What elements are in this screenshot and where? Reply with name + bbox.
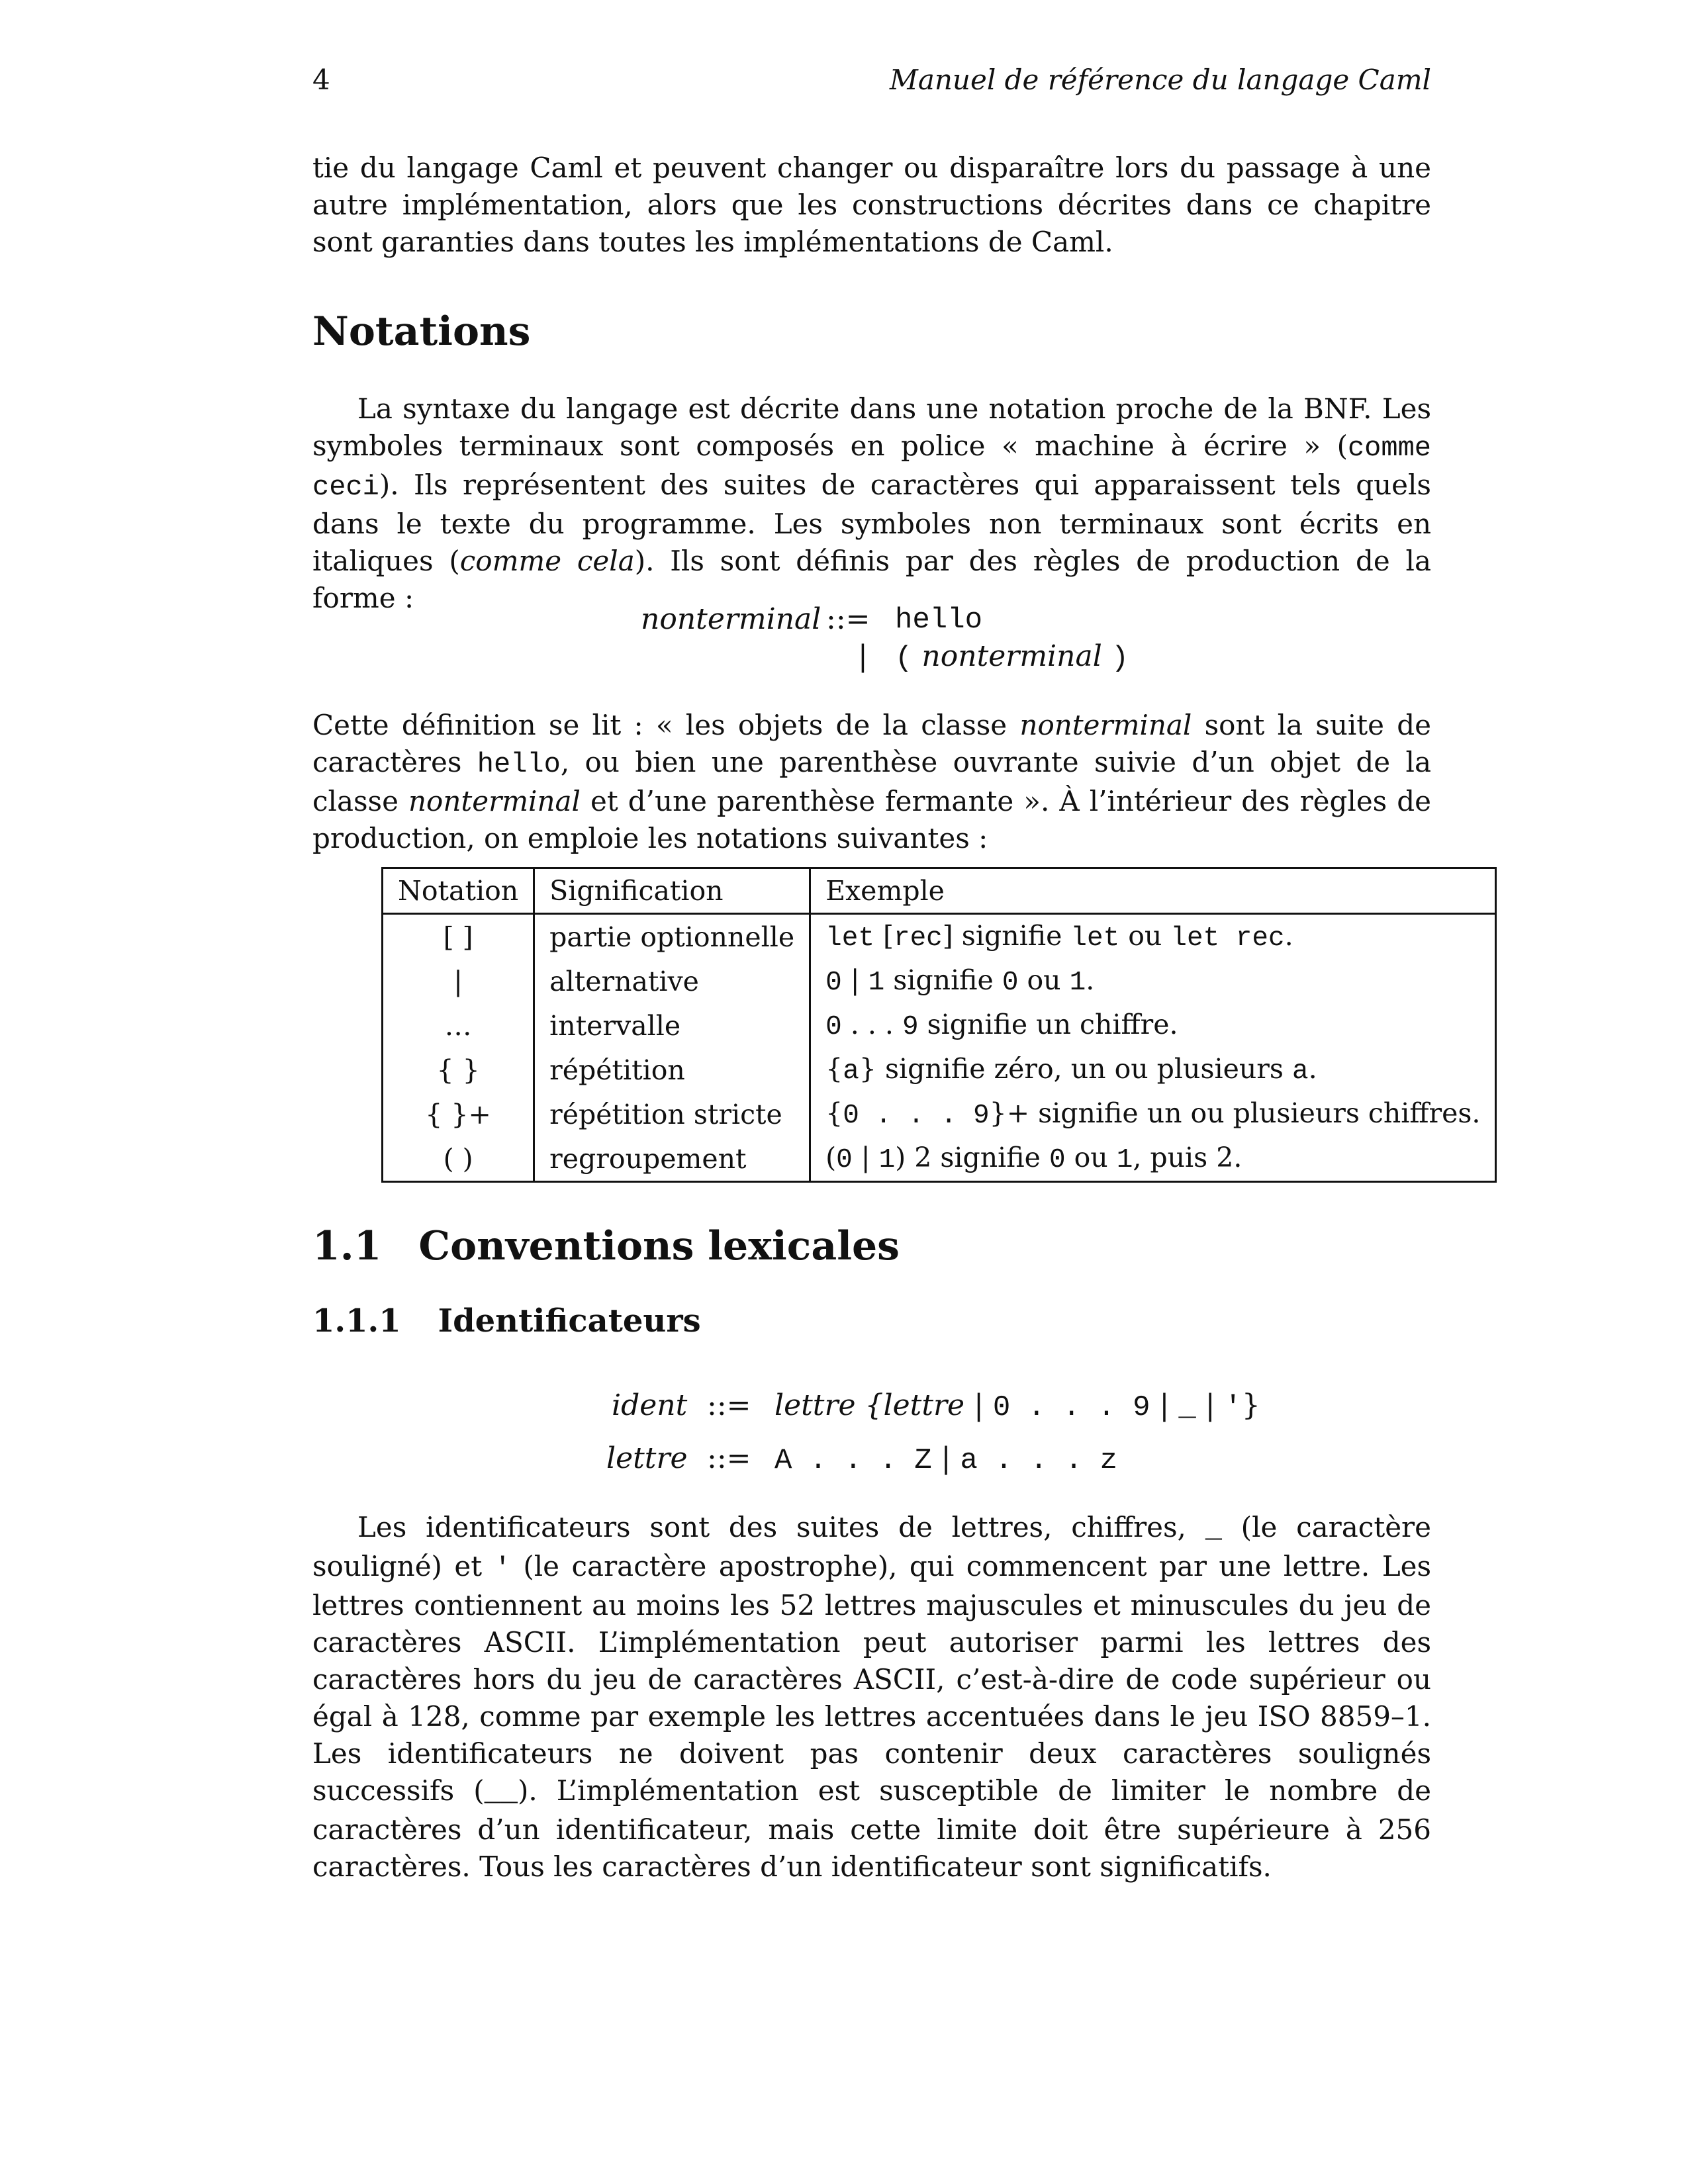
ex-code: rec xyxy=(893,923,943,954)
subsection-title: Identificateurs xyxy=(438,1302,701,1340)
ex-code: 9 xyxy=(902,1012,919,1042)
code-hello: hello xyxy=(477,749,561,780)
ex-text: | xyxy=(852,1142,879,1173)
code-example: comme ceci xyxy=(312,432,1431,503)
rhs-part: A . . . Z xyxy=(774,1444,932,1477)
section-heading xyxy=(312,1223,900,1269)
ex-code: 1 xyxy=(878,1145,896,1175)
text-run: , ou bien une parenthèse ouvrante suivie d’un objet de la classe xyxy=(312,746,1431,817)
table-row xyxy=(383,1092,1496,1136)
subsection-heading xyxy=(312,1302,701,1340)
italic-nonterminal: nonterminal xyxy=(408,785,581,817)
code-underscore: _ xyxy=(1205,1514,1222,1545)
ex-code: a xyxy=(1291,1056,1309,1087)
table-row xyxy=(383,914,1496,960)
notations-paragraph xyxy=(312,390,1431,617)
ex-text: { xyxy=(825,1097,843,1129)
table-row xyxy=(383,1003,1496,1048)
table-header-row xyxy=(383,868,1496,914)
ex-text: { xyxy=(825,1053,843,1085)
ex-text: ou xyxy=(1065,1142,1117,1173)
notation-symbol: … xyxy=(383,1003,534,1048)
ex-text: } signifie zéro, un ou plusieurs xyxy=(859,1053,1292,1085)
ex-code: 1 xyxy=(1069,968,1086,998)
text-run: sont la suite de caractères xyxy=(312,709,1431,778)
notation-example xyxy=(810,1092,1496,1136)
notation-symbol: ( ) xyxy=(383,1136,534,1182)
ex-code: 0 . . . 9 xyxy=(843,1101,990,1131)
notation-symbol: | xyxy=(383,959,534,1003)
ex-text: ( xyxy=(825,1142,837,1173)
ex-text: }+ signifie un ou plusieurs chiffres. xyxy=(989,1097,1481,1129)
rhs-part: | xyxy=(1150,1388,1179,1422)
notation-meaning: intervalle xyxy=(534,1003,810,1048)
ex-code: 0 xyxy=(1002,968,1019,998)
grammar-lhs: ident xyxy=(612,1388,688,1422)
ex-code: 0 xyxy=(836,1145,853,1175)
code-apostrophe: ' xyxy=(494,1553,511,1584)
text-run: La syntaxe du langage est décrite dans une notation proche de la BNF. Les symboles terminaux sont composés en police « machine à écrire » ( xyxy=(312,392,1431,462)
table-row xyxy=(383,1136,1496,1182)
ex-text: . . . xyxy=(841,1009,902,1040)
rhs-part: a . . . z xyxy=(960,1444,1118,1477)
ex-code: 0 xyxy=(825,1012,842,1042)
column-header: Signification xyxy=(534,868,810,914)
running-title: Manuel de référence du langage Caml xyxy=(889,64,1431,96)
ex-code: 0 xyxy=(825,968,842,998)
rule-lhs: nonterminal xyxy=(641,602,821,636)
section-title: Conventions lexicales xyxy=(418,1223,900,1269)
ex-code: 1 xyxy=(1116,1145,1133,1175)
text-run: Cette définition se lit : « les objets de la classe xyxy=(312,709,1020,741)
text-run: Les identificateurs sont des suites de lettres, chiffres, xyxy=(357,1511,1205,1543)
rhs-part: ' xyxy=(1224,1391,1242,1424)
notation-example xyxy=(810,959,1496,1003)
notation-symbol: { }+ xyxy=(383,1092,534,1136)
identifier-paragraph xyxy=(312,1509,1431,1886)
subsection-number: 1.1.1 xyxy=(312,1302,401,1340)
notation-example xyxy=(810,914,1496,960)
rhs-part: | xyxy=(964,1388,993,1422)
ex-text: signifie un chiffre. xyxy=(918,1009,1178,1040)
grammar-rhs xyxy=(774,1388,1260,1424)
notation-meaning: répétition xyxy=(534,1048,810,1092)
text-run: (le caractère souligné) et xyxy=(312,1511,1431,1582)
ex-text: . xyxy=(1308,1053,1317,1085)
rule-bar: | xyxy=(858,639,868,673)
grammar-op: ::= xyxy=(707,1388,751,1422)
grammar-op: ::= xyxy=(707,1441,751,1475)
column-header: Exemple xyxy=(810,868,1496,914)
notation-symbol: [ ] xyxy=(383,914,534,960)
notation-meaning: partie optionnelle xyxy=(534,914,810,960)
grammar-rhs xyxy=(774,1441,1117,1477)
rhs-part: lettre { xyxy=(774,1388,884,1422)
text-run: et d’une parenthèse fermante ». À l’intérieur des règles de production, on emploie les notations suivantes : xyxy=(312,785,1431,854)
ex-text: [ xyxy=(874,920,894,952)
ex-text: . xyxy=(1086,964,1095,996)
column-header: Notation xyxy=(383,868,534,914)
paren-open: ( xyxy=(895,642,913,675)
rhs-part: | xyxy=(931,1441,961,1475)
ex-text: . xyxy=(1284,920,1293,952)
rhs-part: | xyxy=(1196,1388,1225,1422)
notation-example xyxy=(810,1048,1496,1092)
ex-code: 0 xyxy=(1049,1145,1066,1175)
rule-alt2-nonterminal: nonterminal xyxy=(921,639,1102,673)
notation-meaning: regroupement xyxy=(534,1136,810,1182)
notation-symbol: { } xyxy=(383,1048,534,1092)
table-row xyxy=(383,959,1496,1003)
text-run: ). Ils sont définis par des règles de production de la forme : xyxy=(312,545,1431,614)
ex-text: , puis 2. xyxy=(1133,1142,1243,1173)
table-row xyxy=(383,1048,1496,1092)
rule-op: ::= xyxy=(826,602,870,636)
notations-heading: Notations xyxy=(312,308,531,355)
ex-text: | xyxy=(841,964,868,996)
text-run: ). L’implémentation est susceptible de limiter le nombre de caractères d’un identificateur, mais cette limite doit être supérieure à 256 caractères. Tous les caractères d’un identificateur sont significatifs. xyxy=(312,1774,1431,1883)
page-number: 4 xyxy=(312,64,330,96)
intro-paragraph: tie du langage Caml et peuvent changer ou disparaître lors du passage à une autre implémentation, alors que les constructions décrites dans ce chapitre sont garanties dans toutes les implémentations de Caml. xyxy=(312,152,1431,258)
notation-example xyxy=(810,1136,1496,1182)
italic-example: comme cela xyxy=(459,545,635,577)
rhs-part: } xyxy=(1241,1388,1260,1422)
notation-meaning: alternative xyxy=(534,959,810,1003)
rule-alt1: hello xyxy=(895,604,983,637)
ex-code: let rec xyxy=(1170,923,1285,954)
grammar-lhs: lettre xyxy=(606,1441,688,1475)
ex-text: signifie xyxy=(884,964,1002,996)
code-double-underscore: __ xyxy=(484,1777,518,1809)
notation-table xyxy=(381,867,1497,1183)
definition-paragraph xyxy=(312,707,1431,857)
ex-text: ou xyxy=(1119,920,1171,952)
ex-code: a xyxy=(843,1056,859,1087)
italic-nonterminal: nonterminal xyxy=(1019,709,1192,741)
section-number: 1.1 xyxy=(312,1223,382,1269)
paren-close: ) xyxy=(1111,642,1129,675)
ex-text: ] signifie xyxy=(942,920,1071,952)
rhs-part: lettre xyxy=(883,1388,965,1422)
ex-code: let xyxy=(825,923,874,954)
rhs-part: 0 . . . 9 xyxy=(992,1391,1150,1424)
ex-text: ) 2 signifie xyxy=(895,1142,1049,1173)
notation-meaning: répétition stricte xyxy=(534,1092,810,1136)
rhs-part: _ xyxy=(1178,1391,1196,1424)
rule-alt2 xyxy=(895,639,1129,675)
text-run: ). Ils représentent des suites de caractères qui apparaissent tels quels dans le texte du programme. Les symboles non terminaux sont écrits en italiques ( xyxy=(312,469,1431,577)
ex-code: 1 xyxy=(868,968,885,998)
ex-text: ou xyxy=(1018,964,1070,996)
notation-example xyxy=(810,1003,1496,1048)
text-run: (le caractère apostrophe), qui commencent par une lettre. Les lettres contiennent au moins les 52 lettres majuscules et minuscules du jeu de caractères ASCII. L’implémentation peut autoriser parmi les lettres des caractères hors du jeu de caractères ASCII, c’est-à-dire de code supérieur ou égal à 128, comme par exemple les lettres accentuées dans le jeu ISO 8859–1. Les identificateurs ne doivent pas contenir deux caractères soulignés successifs ( xyxy=(312,1550,1431,1807)
ex-code: let xyxy=(1070,923,1120,954)
